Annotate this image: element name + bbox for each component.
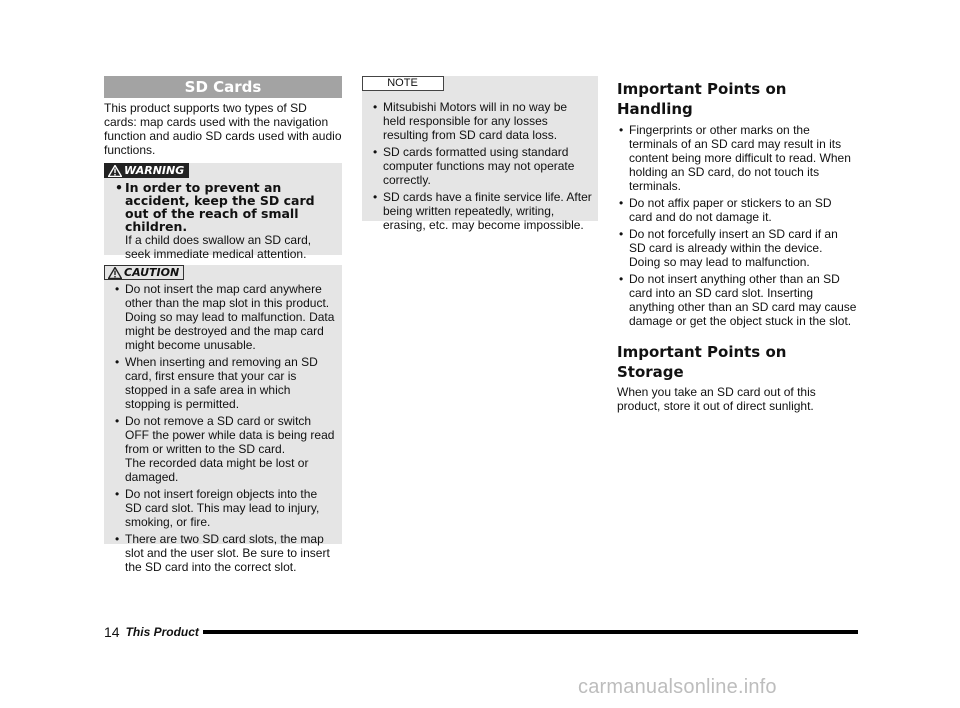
handling-item: • Fingerprints or other marks on the terminals of an SD card may result in its content being more difficult to read. When holding an SD card, do not touch its terminals.: [619, 123, 857, 193]
warning-label: [104, 163, 189, 178]
note-item: • Mitsubishi Motors will in no way be held responsible for any losses resulting from SD card data loss.: [373, 100, 592, 142]
watermark: carmanualsonline.info: [578, 676, 777, 698]
handling-item: • Do not insert anything other than an SD card into an SD card slot. Inserting anything other than an SD card may cause damage or get the object stuck in the slot.: [619, 272, 857, 328]
caution-label-text: CAUTION: [124, 266, 180, 279]
note-item: • SD cards have a finite service life. After being written repeatedly, writing, erasing, etc. may become impossible.: [373, 190, 592, 232]
caution-list: [115, 282, 336, 577]
page-footer: [104, 624, 858, 640]
page-number: 14: [104, 624, 120, 640]
storage-heading: Important Points on Storage: [617, 343, 787, 381]
note-label-text: NOTE: [387, 77, 418, 89]
note-list: [373, 100, 592, 235]
middle-column: [362, 76, 598, 232]
storage-text: When you take an SD card out of this product, store it out of direct sunlight.: [617, 385, 816, 413]
sd-cards-intro: This product supports two types of SD cards: map cards used with the navigation function and audio SD cards used with audio functions.: [104, 101, 342, 157]
warning-label-text: WARNING: [124, 164, 185, 177]
footer-section-title: This Product: [125, 625, 199, 639]
caution-item: • Do not insert foreign objects into the SD card slot. This may lead to injury, smoking, or fire.: [115, 487, 336, 529]
right-column: [617, 76, 857, 413]
footer-rule: [203, 630, 858, 634]
caution-triangle-icon: [108, 267, 122, 279]
note-box: [362, 76, 598, 232]
left-column: [104, 76, 342, 574]
caution-item: • When inserting and removing an SD card, first ensure that your car is stopped in a safe area in which stopping is permitted.: [115, 355, 336, 411]
caution-item: • There are two SD card slots, the map slot and the user slot. Be sure to insert the SD card into the correct slot.: [115, 532, 336, 574]
handling-list: [617, 123, 857, 328]
handling-heading: Important Points on Handling: [617, 80, 787, 118]
note-item: • SD cards formatted using standard computer functions may not operate correctly.: [373, 145, 592, 187]
caution-label: [104, 265, 184, 280]
warning-item-bold: In order to prevent an accident, keep the SD card out of the reach of small children.: [125, 180, 315, 234]
warning-item: [115, 181, 336, 261]
caution-item: • Do not remove a SD card or switch OFF the power while data is being read from or written to the SD card. The recorded data might be lost or damaged.: [115, 414, 336, 484]
sd-cards-title: SD Cards: [104, 76, 342, 98]
caution-item: • Do not insert the map card anywhere other than the map slot in this product. Doing so may lead to malfunction. Data might be destroyed and the map card might become unusable.: [115, 282, 336, 352]
warning-box: [104, 163, 342, 261]
warning-triangle-icon: [108, 165, 122, 177]
warning-list: [115, 181, 336, 264]
handling-item: • Do not forcefully insert an SD card if an SD card is already within the device. Doing so may lead to malfunction.: [619, 227, 857, 269]
note-label: [362, 76, 444, 91]
warning-item-text: If a child does swallow an SD card, seek immediate medical attention.: [125, 233, 312, 261]
caution-box: [104, 265, 342, 574]
handling-item: • Do not affix paper or stickers to an SD card and do not damage it.: [619, 196, 857, 224]
